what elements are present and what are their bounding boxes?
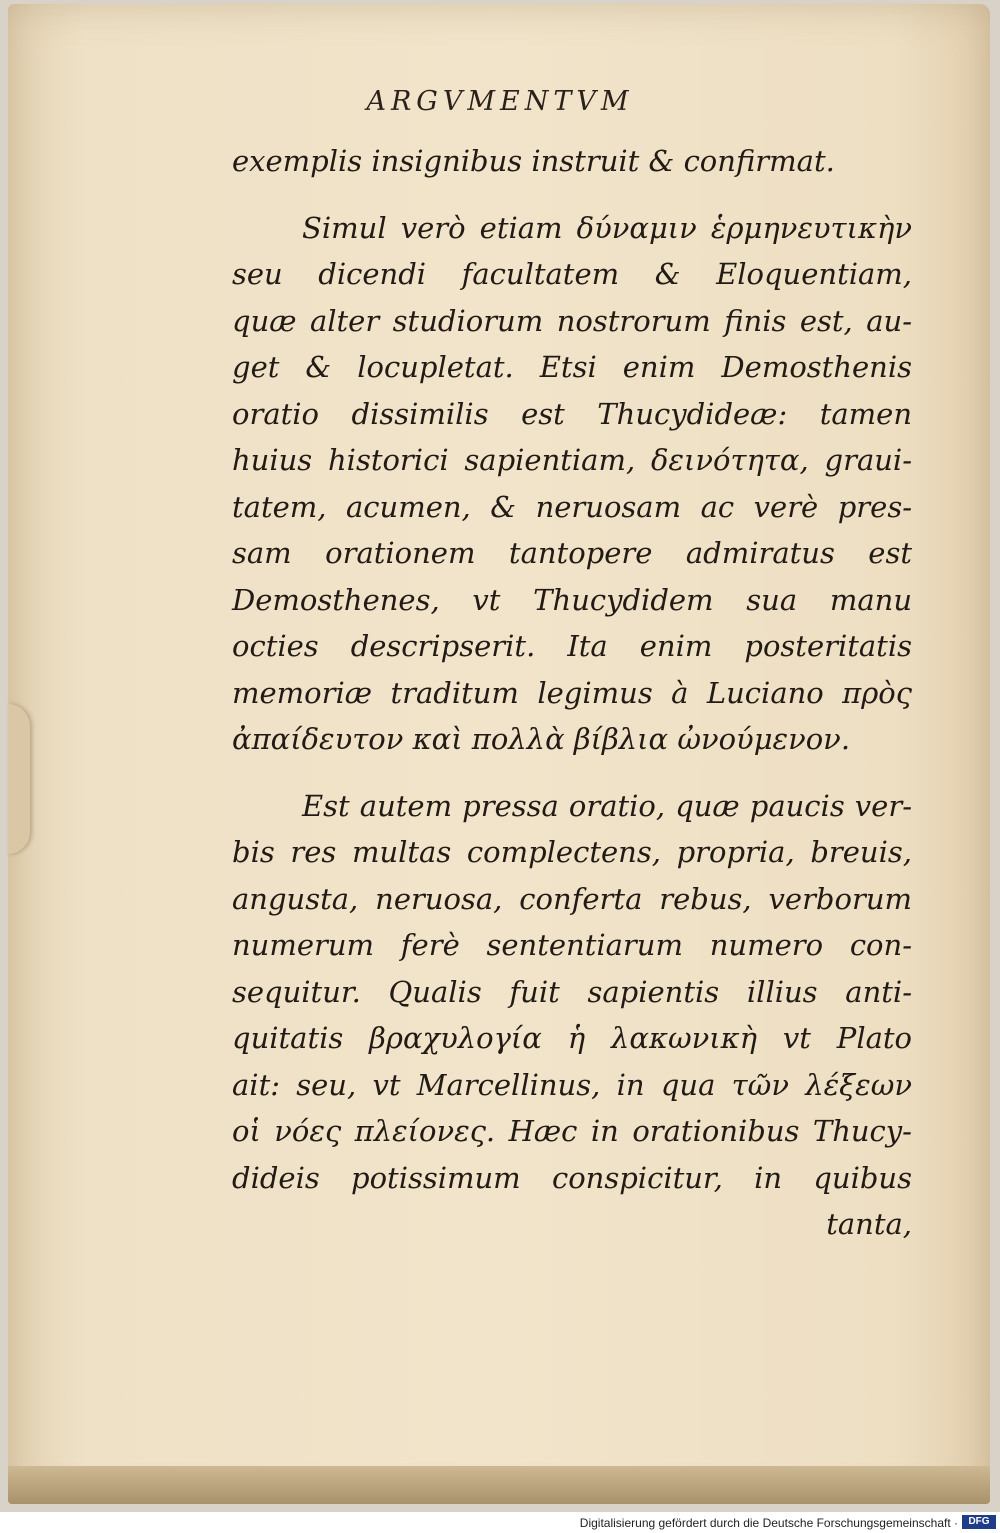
digitization-footer [0,1513,1000,1533]
page-edge-tab [8,704,30,854]
text-line: sam orationem tantopere admiratus est [232,536,912,570]
text-line: sequitur. Qualis fuit sapientis illius anti- [232,974,912,1009]
text-line: huius historici sapientiam, δεινότητα, graui- [232,443,912,477]
page-bottom-edge [8,1466,990,1504]
funding-notice: Digitalisierung gefördert durch die Deutsche Forschungsgemeinschaft · [579,1516,958,1530]
text-line: dideis potissimum conspicitur, in quibus [232,1160,912,1195]
text-line: seu dicendi facultatem & Eloquentiam, [232,257,912,291]
dfg-logo-icon: DFG [962,1515,996,1529]
text-line: get & locupletat. Etsi enim Demosthenis [232,350,912,384]
catchword: tanta, [826,1207,912,1241]
text-line: exemplis insignibus instruit & confirmat. [232,144,835,178]
body-text [232,138,912,1248]
text-line: memoriæ traditum legimus à Luciano πρὸς [232,675,912,710]
running-head: ARGVMENTVM [366,86,634,117]
text-line: ἀπαίδευτον καὶ πολλὰ βίβλια ὠνούμενον. [232,722,851,756]
text-line: ait: seu, vt Marcellinus, in qua τῶν λέξεων [232,1067,912,1102]
text-line: quæ alter studiorum nostrorum finis est, au- [232,303,912,338]
text-line: tatem, acumen, & neruosam ac verè pres- [232,489,912,524]
text-line: bis res multas complectens, propria, breuis, [232,835,912,869]
text-line: Simul verò etiam δύναμιν ἑρμηνευτικὴν [302,210,912,245]
text-line: oratio dissimilis est Thucydideæ: tamen [232,396,912,431]
text-line: οἱ νόες πλείονες. Hæc in orationibus Thucy- [232,1114,912,1148]
text-line: octies descripserit. Ita enim posteritatis [232,629,912,663]
paragraph-gap [232,185,912,205]
text-line: Demosthenes, vt Thucydidem sua manu [232,582,912,617]
paragraph-gap [232,763,912,783]
text-line: quitatis βραχυλογία ἡ λακωνικὴ vt Plato [232,1021,912,1055]
text-line: angusta, neruosa, conferta rebus, verborum [232,881,912,916]
text-line: Est autem pressa oratio, quæ paucis ver- [302,788,912,823]
text-line: numerum ferè sententiarum numero con- [232,928,912,962]
